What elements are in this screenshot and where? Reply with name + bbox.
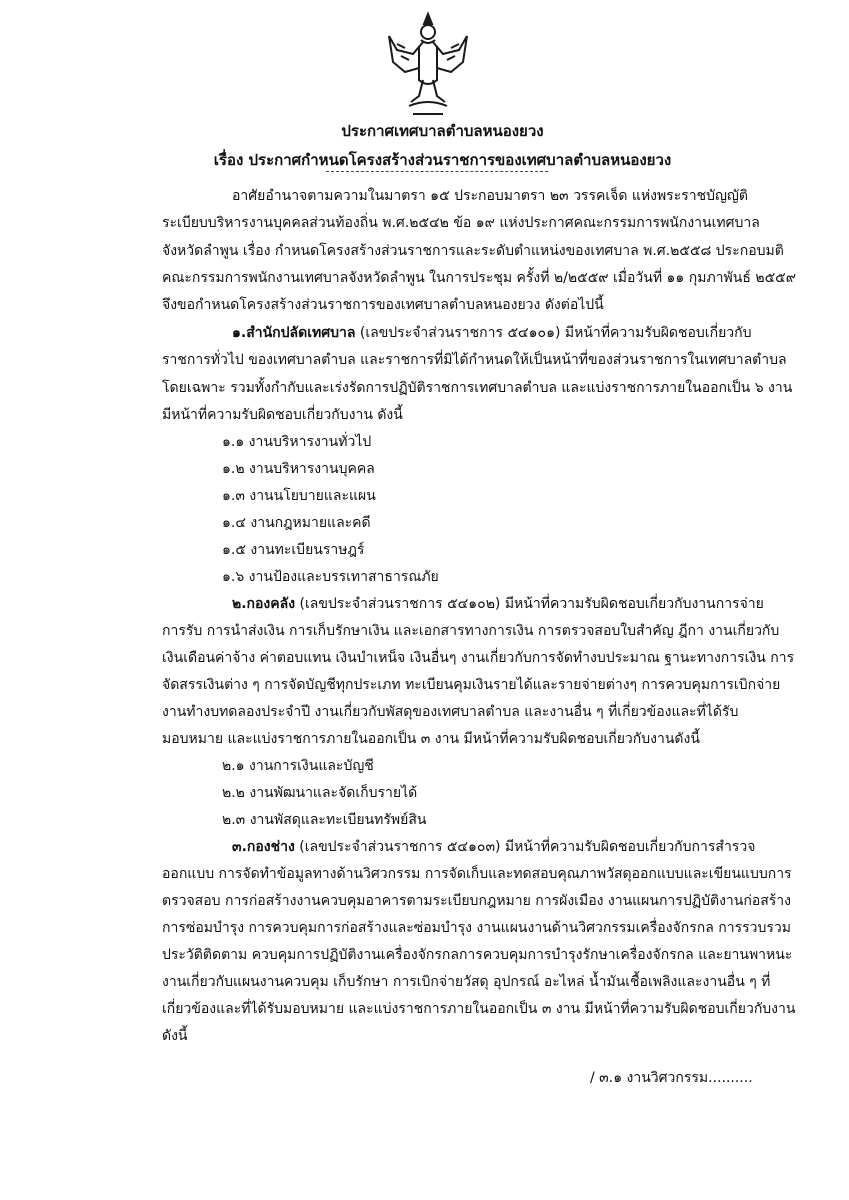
garuda-emblem-icon bbox=[383, 10, 473, 122]
section-2-heading: ๒.กองคลัง bbox=[232, 596, 296, 612]
section-1-heading: ๑.สำนักปลัดเทศบาล bbox=[232, 325, 356, 341]
section-1-line: โดยเฉพาะ รวมทั้งกำกับและเร่งรัดการปฏิบัติราชการเทศบาลตำบล และแบ่งราชการภายในออกเป็น ๖ งาน bbox=[162, 380, 793, 396]
section-2-item: ๒.๑ งานการเงินและบัญชี bbox=[222, 758, 374, 774]
section-1-item: ๑.๓ งานนโยบายและแผน bbox=[222, 488, 376, 504]
section-3-line: ตรวจสอบ การก่อสร้างงานควบคุมอาคารตามระเบียบกฎหมาย การผังเมือง งานแผนการปฏิบัติงานก่อสร้าง bbox=[162, 893, 791, 909]
section-3-first-line bbox=[232, 838, 755, 856]
divider bbox=[326, 171, 548, 172]
section-1-line: มีหน้าที่ความรับผิดชอบเกี่ยวกับงาน ดังนี้ bbox=[162, 407, 403, 423]
section-2-line: เงินเดือนค่าจ้าง ค่าตอบแทน เงินบำเหน็จ เงินอื่นๆ งานเกี่ยวกับการจัดทำงบประมาณ ฐานะทางการเงิน การ bbox=[162, 650, 795, 666]
intro-line: จังหวัดลำพูน เรื่อง กำหนดโครงสร้างส่วนราชการและระดับตำแหน่งของเทศบาล พ.ศ.๒๕๕๘ ประกอบมติ bbox=[162, 243, 784, 259]
section-3-line: การซ่อมบำรุง การควบคุมการก่อสร้างและซ่อมบำรุง งานแผนงานด้านวิศวกรรมเครื่องจักรกล การรวบรวม bbox=[162, 920, 791, 936]
section-1-item: ๑.๑ งานบริหารงานทั่วไป bbox=[222, 434, 372, 450]
section-1-item: ๑.๒ งานบริหารงานบุคคล bbox=[222, 461, 375, 477]
section-1-item: ๑.๔ งานกฎหมายและคดี bbox=[222, 515, 371, 531]
section-3-line: ดังนี้ bbox=[162, 1028, 188, 1044]
document-title: ประกาศเทศบาลตำบลหนองยวง bbox=[341, 122, 544, 140]
section-1-first-line bbox=[232, 324, 752, 342]
section-3-line: งานเกี่ยวกับแผนงานควบคุม เก็บรักษา การเบิกจ่ายวัสดุ อุปกรณ์ อะไหล่ น้ำมันเชื้อเพลิงและงานอื่น ๆ ที่ bbox=[162, 974, 771, 990]
section-3-line: ประวัติติดตาม ควบคุมการปฏิบัติงานเครื่องจักรกลการควบคุมการบำรุงรักษาเครื่องจักรกล และยานพาหนะ bbox=[162, 947, 793, 963]
section-1-text: (เลขประจำส่วนราชการ ๕๔๑๐๑) มีหน้าที่ความรับผิดชอบเกี่ยวกับ bbox=[355, 325, 752, 341]
section-2-line: มอบหมาย และแบ่งราชการภายในออกเป็น ๓ งาน มีหน้าที่ความรับผิดชอบเกี่ยวกับงานดังนี้ bbox=[162, 731, 700, 747]
section-3-heading: ๓.กองช่าง bbox=[232, 839, 295, 855]
continuation-note: / ๓.๑ งานวิศวกรรม.......... bbox=[590, 1070, 753, 1086]
section-2-first-line bbox=[232, 595, 764, 613]
section-1-line: ราชการทั่วไป ของเทศบาลตำบล และราชการที่มิได้กำหนดให้เป็นหน้าที่ของส่วนราชการในเทศบาลตำบล bbox=[162, 352, 787, 368]
section-2-item: ๒.๒ งานพัฒนาและจัดเก็บรายได้ bbox=[222, 785, 418, 801]
section-2-item: ๒.๓ งานพัสดุและทะเบียนทรัพย์สิน bbox=[222, 812, 427, 828]
section-3-text: (เลขประจำส่วนราชการ ๕๔๑๐๓) มีหน้าที่ความรับผิดชอบเกี่ยวกับการสำรวจ bbox=[294, 839, 756, 855]
intro-line: ระเบียบบริหารงานบุคคลส่วนท้องถิ่น พ.ศ.๒๕๔๒ ข้อ ๑๙ แห่งประกาศคณะกรรมการพนักงานเทศบาล bbox=[162, 215, 760, 231]
intro-line: อาศัยอำนาจตามความในมาตรา ๑๕ ประกอบมาตรา ๒๓ วรรคเจ็ด แห่งพระราชบัญญัติ bbox=[232, 188, 748, 204]
section-3-line: เกี่ยวข้องและที่ได้รับมอบหมาย และแบ่งราชการภายในออกเป็น ๓ งาน มีหน้าที่ความรับผิดชอบเกี่ยวกับงาน bbox=[162, 1001, 796, 1017]
section-1-item: ๑.๖ งานป้องและบรรเทาสาธารณภัย bbox=[222, 569, 439, 585]
section-1-item: ๑.๕ งานทะเบียนราษฎร์ bbox=[222, 542, 365, 558]
intro-line: คณะกรรมการพนักงานเทศบาลจังหวัดลำพูน ในการประชุม ครั้งที่ ๒/๒๕๕๙ เมื่อวันที่ ๑๑ กุมภาพันธ์ ๒๕๕๙ bbox=[162, 270, 797, 286]
section-2-text: (เลขประจำส่วนราชการ ๕๔๑๐๒) มีหน้าที่ความรับผิดชอบเกี่ยวกับงานการจ่าย bbox=[295, 596, 764, 612]
section-2-line: จัดสรรเงินต่าง ๆ การจัดบัญชีทุกประเภท ทะเบียนคุมเงินรายได้และรายจ่ายต่างๆ การควบคุมการเบิกจ่าย bbox=[162, 677, 781, 693]
section-2-line: งานทำงบทดลองประจำปี งานเกี่ยวกับพัสดุของเทศบาลตำบล และงานอื่น ๆ ที่เกี่ยวข้องและที่ได้รับ bbox=[162, 704, 739, 720]
section-3-line: ออกแบบ การจัดทำข้อมูลทางด้านวิศวกรรม การจัดเก็บและทดสอบคุณภาพวัสดุออกแบบและเขียนแบบการ bbox=[162, 866, 792, 882]
intro-line: จึงขอกำหนดโครงสร้างส่วนราชการของเทศบาลตำบลหนองยวง ดังต่อไปนี้ bbox=[162, 297, 604, 313]
document-subject: เรื่อง ประกาศกำหนดโครงสร้างส่วนราชการของเทศบาลตำบลหนองยวง bbox=[213, 151, 672, 169]
section-2-line: การรับ การนำส่งเงิน การเก็บรักษาเงิน และเอกสารทางการเงิน การตรวจสอบใบสำคัญ ฎีกา งานเกี่ยวกับ bbox=[162, 623, 780, 639]
